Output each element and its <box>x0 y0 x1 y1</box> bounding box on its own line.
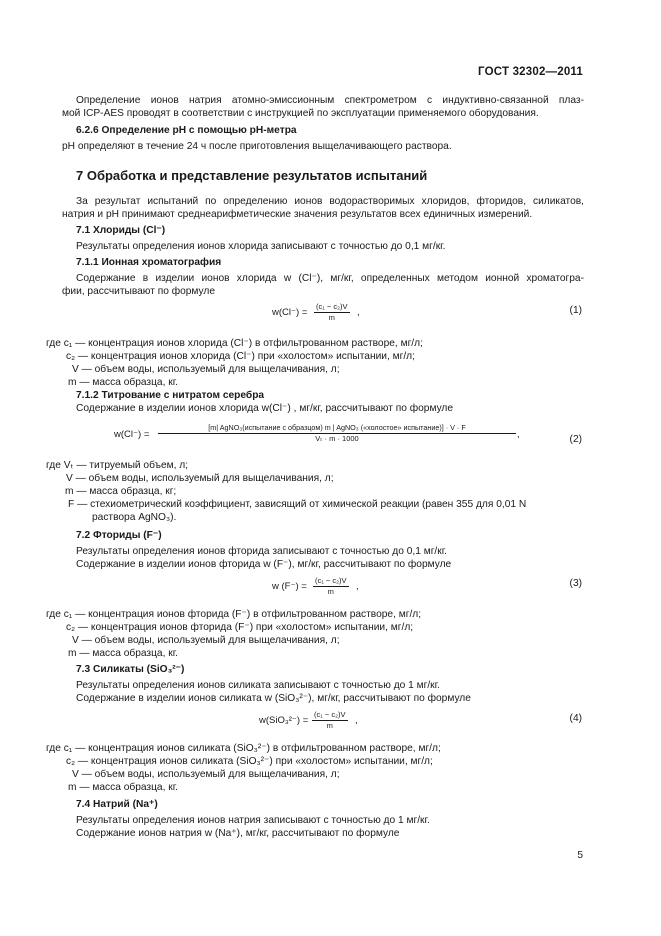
equation-4-numerator: (c₁ − c₂)V <box>314 710 346 719</box>
where-3-row-4 <box>68 648 178 660</box>
section-7-title: 7 Обработка и представление результатов испытаний <box>76 168 428 183</box>
page-number: 5 <box>577 850 583 861</box>
section-7-1-2-text: Содержание в изделии ионов хлорида w(Cl⁻) , мг/кг, рассчитывают по формуле <box>76 403 454 414</box>
standard-number: ГОСТ 32302—2011 <box>478 66 583 78</box>
where-3-row-1 <box>46 609 421 621</box>
where-2-text: раствора AgNO₃). <box>92 512 177 523</box>
where-2-symbol: F <box>68 499 75 510</box>
equation-3-numerator: (c₁ − c₂)V <box>315 576 347 585</box>
section-7-3-title: 7.3 Силикаты (SiO₃²⁻) <box>76 664 185 675</box>
section-6-2-6-title: 6.2.6 Определение рН с помощью рН-метра <box>76 125 297 136</box>
equation-1-comma: , <box>357 307 360 318</box>
section-7-4-title: 7.4 Натрий (Na⁺) <box>76 799 158 810</box>
section-7-1-text: Результаты определения ионов хлорида записывают с точностью до 0,1 мг/кг. <box>76 241 446 252</box>
where-4-row-2 <box>66 756 433 768</box>
where-3-symbol: c₂ <box>66 622 76 633</box>
equation-2-comma: , <box>517 429 520 440</box>
where-4-row-3 <box>72 769 340 781</box>
equation-1-number: (1) <box>569 305 582 316</box>
equation-4-number: (4) <box>569 713 582 724</box>
section-7-3-line-2: Содержание в изделии ионов силиката w (SiO₃²⁻), мг/кг, рассчитывают по формуле <box>76 693 471 704</box>
where-1-text: — масса образца, кг. <box>76 377 179 388</box>
where-3-symbol: V <box>72 635 79 646</box>
equation-4-fraction <box>312 710 348 731</box>
where-2-row-1 <box>46 460 188 472</box>
equation-2-number: (2) <box>569 434 582 445</box>
equation-1-numerator: (c₁ − c₂)V <box>316 302 348 311</box>
where-2-text: — масса образца, кг; <box>73 486 177 497</box>
where-4-row-1 <box>46 743 441 755</box>
equation-2-denominator: Vₜ · m · 1000 <box>315 434 359 443</box>
where-4-symbol: V <box>72 769 79 780</box>
equation-3-fraction <box>313 576 349 597</box>
where-2-text: — объем воды, используемый для выщелачивания, л; <box>72 473 334 484</box>
equation-2-lhs: w(Cl⁻) = <box>114 429 150 440</box>
where-4-row-4 <box>68 782 178 794</box>
section-7-1-title: 7.1 Хлориды (Cl⁻) <box>76 225 166 236</box>
section-7-line-1: За результат испытаний по определению ионов водорастворимых хлоридов, фторидов, силикатов, <box>76 196 584 207</box>
section-6-2-6-text: рН определяют в течение 24 ч после приготовления выщелачивающего раствора. <box>62 141 452 152</box>
where-4-text: — объем воды, используемый для выщелачивания, л; <box>78 769 340 780</box>
equation-1-lhs: w(Cl⁻) = <box>272 307 308 318</box>
where-4-symbol: где c₁ <box>46 743 73 754</box>
equation-2-fraction <box>158 423 516 444</box>
where-3-text: — концентрация ионов фторида (F⁻) при «холостом» испытании, мг/л; <box>75 622 414 633</box>
equation-3-comma: , <box>356 581 359 592</box>
where-1-row-3 <box>72 364 340 376</box>
where-4-text: — масса образца, кг. <box>76 782 179 793</box>
where-2-symbol: V <box>66 473 73 484</box>
where-1-symbol: где c₁ <box>46 338 73 349</box>
section-7-line-2: натрия и рН принимают среднеарифметические значения результатов всех единичных измерений. <box>62 209 533 220</box>
where-4-text: — концентрация ионов силиката (SiO₃²⁻) при «холостом» испытании, мг/л; <box>75 756 433 767</box>
intro-line-1: Определение ионов натрия атомно-эмиссионным спектрометром с индуктивно-связанной плаз- <box>76 95 584 106</box>
where-3-text: — концентрация ионов фторида (F⁻) в отфильтрованном растворе, мг/л; <box>72 609 422 620</box>
where-3-symbol: m <box>68 648 77 659</box>
where-1-row-1 <box>46 338 423 350</box>
where-3-row-3 <box>72 635 340 647</box>
section-7-4-line-1: Результаты определения ионов натрия записывают с точностью до 1 мг/кг. <box>76 815 430 826</box>
where-1-row-2 <box>66 351 415 363</box>
equation-2-numerator: [m| AgNO₃(испытание с образцом) m | AgNO₃ («холостое» испытание)] · V · F <box>158 423 516 434</box>
where-3-symbol: где c₁ <box>46 609 73 620</box>
where-3-text: — масса образца, кг. <box>76 648 179 659</box>
where-2-symbol: m <box>65 486 74 497</box>
where-1-row-4 <box>68 377 178 389</box>
where-2-text: — стехиометрический коэффициент, зависящий от химической реакции (равен 355 для 0,01 N <box>74 499 527 510</box>
section-7-4-line-2: Содержание ионов натрия w (Na⁺), мг/кг, рассчитывают по формуле <box>76 828 400 839</box>
where-1-symbol: V <box>72 364 79 375</box>
where-2-text: — титруемый объем, л; <box>73 460 189 471</box>
where-1-symbol: c₂ <box>66 351 76 362</box>
equation-3-number: (3) <box>569 578 582 589</box>
section-7-1-1-line-1: Содержание в изделии ионов хлорида w (Cl⁻), мг/кг, определенных методом ионной хроматогра- <box>76 273 584 284</box>
section-7-1-1-title: 7.1.1 Ионная хроматография <box>76 257 222 268</box>
where-2-row-4 <box>68 499 526 511</box>
where-1-text: — концентрация ионов хлорида (Cl⁻) при «холостом» испытании, мг/л; <box>75 351 415 362</box>
section-7-1-2-title: 7.1.2 Титрование с нитратом серебра <box>76 390 265 401</box>
where-2-row-5 <box>92 512 176 524</box>
where-3-text: — объем воды, используемый для выщелачивания, л; <box>78 635 340 646</box>
section-7-2-line-1: Результаты определения ионов фторида записывают с точностью до 0,1 мг/кг. <box>76 546 448 557</box>
equation-3-lhs: w (F⁻) = <box>272 581 307 592</box>
equation-4-denominator: m <box>326 721 333 730</box>
where-2-row-3 <box>65 486 176 498</box>
where-1-text: — объем воды, используемый для выщелачивания, л; <box>78 364 340 375</box>
where-3-row-2 <box>66 622 413 634</box>
equation-4-lhs: w(SiO₃²⁻) = <box>259 715 309 726</box>
section-7-3-line-1: Результаты определения ионов силиката записывают с точностью до 1 мг/кг. <box>76 680 440 691</box>
intro-line-2: мой ICP-AES проводят в соответствии с инструкцией по эксплуатации применяемого оборудования. <box>62 108 539 119</box>
where-4-text: — концентрация ионов силиката (SiO₃²⁻) в отфильтрованном растворе, мг/л; <box>72 743 441 754</box>
equation-1-fraction <box>314 302 350 323</box>
where-2-symbol: где Vₜ <box>46 460 74 471</box>
equation-3-denominator: m <box>327 587 334 596</box>
where-1-symbol: m <box>68 377 77 388</box>
where-4-symbol: m <box>68 782 77 793</box>
where-4-symbol: c₂ <box>66 756 76 767</box>
section-7-1-1-line-2: фии, рассчитывают по формуле <box>62 286 216 297</box>
equation-4-comma: , <box>355 715 358 726</box>
section-7-2-title: 7.2 Фториды (F⁻) <box>76 530 162 541</box>
where-2-row-2 <box>66 473 334 485</box>
where-1-text: — концентрация ионов хлорида (Cl⁻) в отфильтрованном растворе, мг/л; <box>72 338 423 349</box>
section-7-2-line-2: Содержание в изделии ионов фторида w (F⁻), мг/кг, рассчитывают по формуле <box>76 559 452 570</box>
equation-1-denominator: m <box>328 313 335 322</box>
